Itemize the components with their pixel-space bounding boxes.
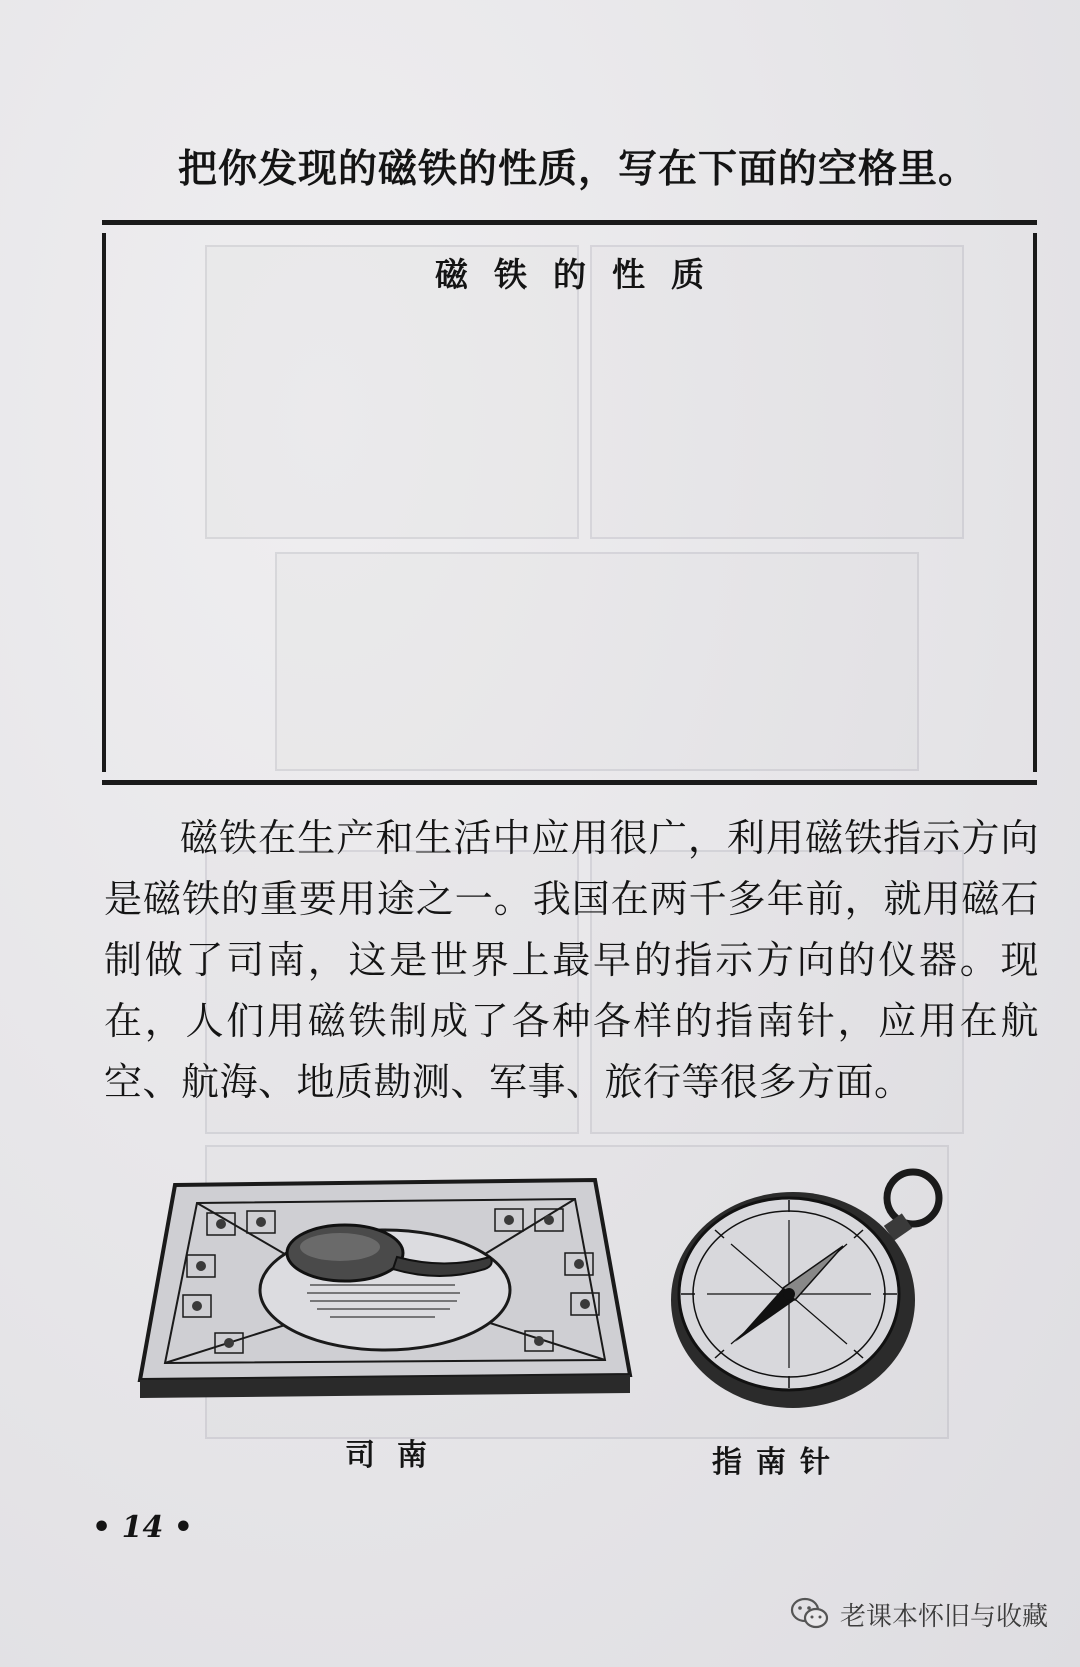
watermark <box>790 1594 1048 1634</box>
figure-caption-sinan: 司南 <box>345 1438 449 1473</box>
pocket-compass-icon <box>665 1160 965 1420</box>
properties-table <box>102 220 1037 785</box>
page-number: • 14 • <box>92 1510 193 1545</box>
body-paragraph: 磁铁在生产和生活中应用很广，利用磁铁指示方向是磁铁的重要用途之一。我国在两千多年前，就用磁石制做了司南，这是世界上最早的指示方向的仪器。现在，人们用磁铁制成了各种各样的指南针，应用在航空、航海、地质勘测、军事、旅行等很多方面。 <box>104 816 1039 1104</box>
wechat-icon <box>790 1597 830 1631</box>
watermark-text: 老课本怀旧与收藏 <box>840 1601 1049 1632</box>
table-title: 磁铁的性质 <box>435 255 730 294</box>
sinan-spoon-compass-icon <box>135 1165 635 1405</box>
properties-table-frame <box>102 233 1037 772</box>
figure-caption-compass: 指南针 <box>712 1445 844 1480</box>
instruction-text: 把你发现的磁铁的性质，写在下面的空格里。 <box>178 146 979 192</box>
